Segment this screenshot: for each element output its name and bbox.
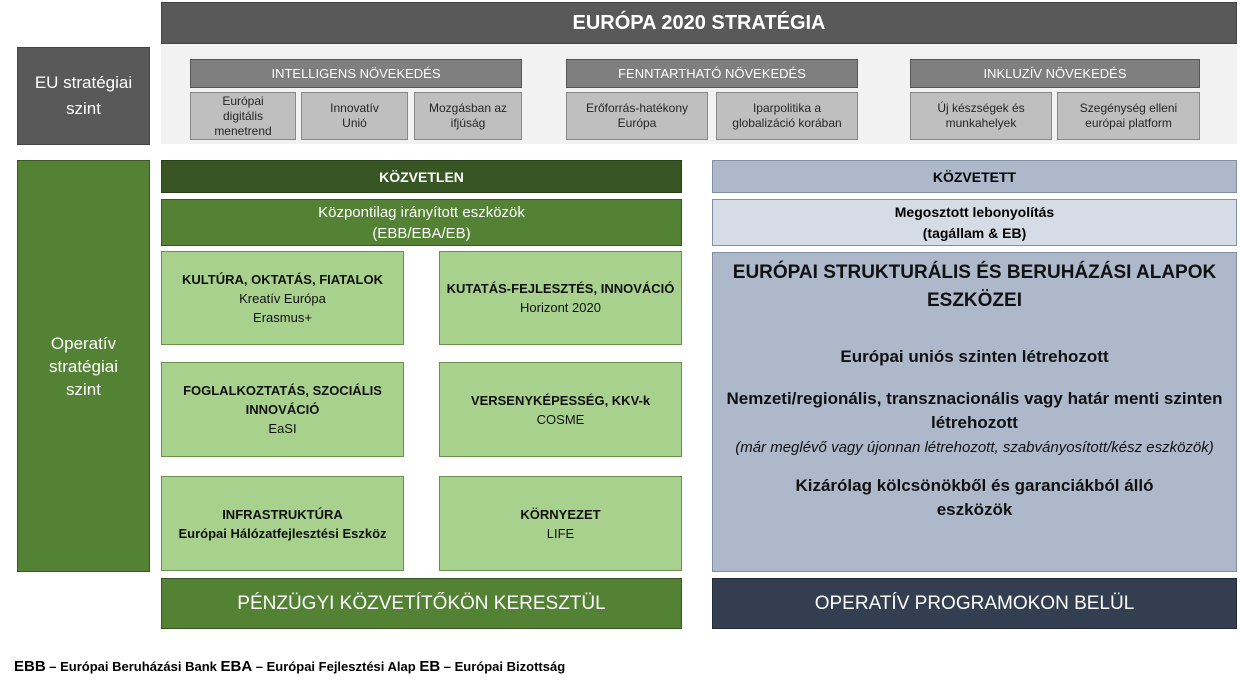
legend-text: – Európai Beruházási Bank bbox=[45, 659, 221, 674]
growth-item-industrial-policy bbox=[716, 92, 858, 140]
tile-line: Horizont 2020 bbox=[520, 300, 601, 315]
indirect-header: KÖZVETETT bbox=[712, 160, 1237, 193]
abbreviation-legend bbox=[14, 658, 565, 675]
shared-management bbox=[712, 199, 1237, 246]
growth-item-line: globalizáció korában bbox=[732, 116, 842, 130]
tile-line: COSME bbox=[536, 411, 585, 427]
tile-title: VERSENYKÉPESSÉG, KKV-k bbox=[470, 392, 651, 408]
legend-text: – Európai Fejlesztési Alap bbox=[252, 659, 420, 674]
eu-level-line-2: szint bbox=[66, 99, 101, 118]
growth-header-sustainable: FENNTARTHATÓ NÖVEKEDÉS bbox=[566, 59, 858, 88]
growth-item-line: Innovatív bbox=[330, 101, 379, 115]
tile-title: INFRASTRUKTÚRA bbox=[222, 506, 343, 522]
tile-environment bbox=[439, 476, 682, 571]
growth-item-line: Új készségek és bbox=[937, 101, 1025, 115]
legend-text: – Európai Bizottság bbox=[440, 659, 566, 674]
growth-item-line: Erőforrás-hatékony bbox=[585, 101, 689, 115]
growth-item-line: Szegénység elleni bbox=[1079, 101, 1178, 115]
growth-item-poverty-platform bbox=[1057, 92, 1200, 140]
growth-item-line: Unió bbox=[342, 116, 367, 130]
direct-sub-line-2: (EBB/EBA/EB) bbox=[372, 224, 471, 242]
tile-title: KULTÚRA, OKTATÁS, FIATALOK bbox=[182, 271, 383, 287]
instruments-note: (már meglévő vagy újonnan létrehozott, szabványosított/kész eszközök) bbox=[735, 439, 1214, 456]
legend-abbr: EBB bbox=[14, 658, 46, 675]
tile-research-innovation bbox=[439, 251, 682, 345]
growth-item-youth-on-the-move bbox=[414, 92, 522, 140]
eu-level-line-1: EU stratégiai bbox=[34, 73, 133, 92]
direct-sub-line-1: Központilag irányított eszközök bbox=[318, 203, 525, 221]
growth-item-resource-efficient bbox=[566, 92, 708, 140]
esif-instruments-panel bbox=[712, 252, 1237, 572]
growth-item-line: ifjúság bbox=[450, 116, 486, 130]
legend-abbr: EBA bbox=[220, 658, 253, 675]
operative-strategic-level-label bbox=[17, 160, 150, 572]
growth-item-line: munkahelyek bbox=[945, 116, 1017, 130]
tile-line: Kreatív Európa bbox=[239, 290, 326, 306]
growth-item-line: Európai bbox=[222, 93, 264, 108]
indirect-sub-line-2: (tagállam & EB) bbox=[922, 224, 1027, 241]
growth-item-digital-agenda bbox=[190, 92, 296, 140]
operative-level-line-2: stratégiai bbox=[49, 356, 118, 376]
direct-header: KÖZVETLEN bbox=[161, 160, 682, 193]
operative-level-line-3: szint bbox=[66, 379, 101, 399]
tile-line: LIFE bbox=[546, 525, 575, 541]
tile-competitiveness-sme bbox=[439, 362, 682, 457]
strategy-title: EURÓPA 2020 STRATÉGIA bbox=[161, 2, 1237, 44]
tile-title: KUTATÁS-FEJLESZTÉS, INNOVÁCIÓ bbox=[446, 281, 675, 296]
growth-item-line: európai platform bbox=[1085, 116, 1172, 130]
tile-infrastructure bbox=[161, 476, 404, 571]
growth-item-line: Iparpolitika a bbox=[752, 101, 822, 115]
growth-header-smart: INTELLIGENS NÖVEKEDÉS bbox=[190, 59, 522, 88]
tile-line: Erasmus+ bbox=[253, 309, 312, 325]
legend-abbr: EB bbox=[419, 658, 441, 675]
growth-item-line: Mozgásban az bbox=[428, 101, 508, 115]
tile-culture-education-youth bbox=[161, 251, 404, 345]
centrally-managed-instruments bbox=[161, 199, 682, 246]
growth-item-line: digitális bbox=[222, 108, 264, 123]
tile-title: FOGLALKOZTATÁS, SZOCIÁLIS INNOVÁCIÓ bbox=[183, 383, 382, 417]
indirect-sub-line-1: Megosztott lebonyolítás bbox=[894, 203, 1055, 220]
growth-item-line: menetrend bbox=[214, 123, 272, 138]
operative-level-line-1: Operatív bbox=[50, 333, 117, 353]
via-financial-intermediaries-footer: PÉNZÜGYI KÖZVETÍTŐKÖN KERESZTÜL bbox=[161, 578, 682, 629]
tile-employment-social-innovation bbox=[161, 362, 404, 457]
growth-header-inclusive: INKLUZÍV NÖVEKEDÉS bbox=[910, 59, 1200, 88]
national-regional-instruments: Nemzeti/regionális, transznacionális vagy határ menti szinten létrehozott bbox=[726, 389, 1223, 432]
within-operational-programmes-footer: OPERATÍV PROGRAMOKON BELÜL bbox=[712, 578, 1237, 629]
tile-title: KÖRNYEZET bbox=[520, 506, 601, 522]
loan-guarantee-instruments: Kizárólag kölcsönökből és garanciákból álló eszközök bbox=[795, 476, 1154, 519]
eu-level-instruments: Európai uniós szinten létrehozott bbox=[840, 347, 1109, 366]
esif-title: EURÓPAI STRUKTURÁLIS ÉS BERUHÁZÁSI ALAPOK ESZKÖZEI bbox=[732, 262, 1217, 311]
tile-line: Európai Hálózatfejlesztési Eszköz bbox=[178, 525, 387, 541]
eu-strategic-level-label bbox=[17, 47, 150, 145]
tile-line: EaSI bbox=[268, 421, 297, 436]
growth-item-new-skills bbox=[910, 92, 1052, 140]
growth-item-innovation-union bbox=[301, 92, 408, 140]
growth-item-line: Európa bbox=[617, 116, 657, 130]
